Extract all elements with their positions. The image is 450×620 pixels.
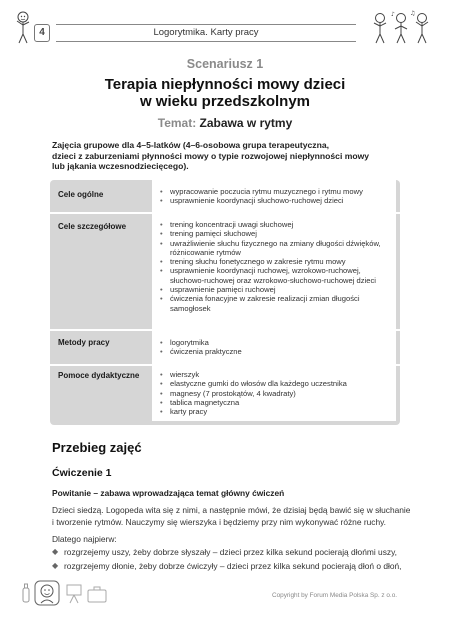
list-item: • ćwiczenia fonacyjne w zakresie realizacji zmian długości samogłosek [160, 294, 392, 313]
list-item: • karty pracy [160, 407, 392, 416]
diamond-bullet-icon: ◆ [52, 547, 59, 556]
row-label: Cele ogólne [58, 190, 104, 199]
svg-text:♫: ♫ [410, 10, 416, 17]
exercise-paragraph-2: Dlatego najpierw: [52, 534, 117, 544]
page-number: 4 [34, 24, 50, 42]
list-item: • usprawnienie koordynacji ruchowej, wzrokowo-ruchowej, słuchowo-ruchowej oraz wzrokowo-słuchowo-ruchowej dzieci [160, 266, 392, 285]
list-item: • tablica magnetyczna [160, 398, 392, 407]
list-item: • usprawnienie koordynacji słuchowo-ruchowej dzieci [160, 196, 392, 205]
title-line-1: Terapia niepłynności mowy dzieci [104, 76, 346, 93]
exercise-paragraph [52, 505, 412, 528]
row-label: Pomoce dydaktyczne [58, 371, 140, 380]
list-item: • trening słuchu fonetycznego w zakresie rytmu mowy [160, 257, 392, 266]
bullet-text: rozgrzejemy dłonie, żeby dobrze ćwiczyły – dzieci przez kilka sekund pocierają dłoń o dłoń, [64, 561, 402, 571]
easel-icon [67, 585, 81, 603]
row-label: Cele szczegółowe [58, 222, 127, 231]
list-item: • uwrażliwienie słuchu fizycznego na zmiany długości dźwięków, różnicowanie rytmów [160, 239, 392, 258]
section-title: Przebieg zajęć [52, 440, 142, 455]
topic-label: Temat: [157, 116, 197, 130]
list-item: • trening pamięci słuchowej [160, 229, 392, 238]
bullet-item [52, 561, 422, 571]
page-header [14, 10, 434, 50]
list-item: • magnesy (7 prostokątów, 4 kwadraty) [160, 389, 392, 398]
copyright-text: Copyright by Forum Media Polska Sp. z o.o. [272, 592, 398, 599]
footer-icons [18, 580, 128, 606]
paragraph-line: i tworzenie rytmów. Nauczymy się wierszyka i będziemy przy nim wykonywać różne ruchy. [52, 516, 387, 527]
row-items [160, 187, 392, 206]
row-label: Metody pracy [58, 338, 110, 347]
list-item: • wypracowanie poczucia rytmu muzycznego i rytmu mowy [160, 187, 392, 196]
diamond-bullet-icon: ◆ [52, 561, 59, 570]
intro-line: Zajęcia grupowe dla 4–5-latków (4–6-osobowa grupa terapeutyczna, [52, 140, 329, 150]
topic-value: Zabawa w rytmy [199, 116, 293, 130]
page-title [60, 76, 390, 110]
scenario-label: Scenariusz 1 [186, 57, 264, 71]
exercise-title: Ćwiczenie 1 [52, 467, 112, 479]
intro-line: dzieci z zaburzeniami płynności mowy o typie rozwojowej niepłynności mowy [52, 150, 370, 161]
list-item: • trening koncentracji uwagi słuchowej [160, 220, 392, 229]
topic-heading [0, 116, 450, 130]
row-items [160, 370, 392, 416]
title-line-2: w wieku przedszkolnym [139, 93, 311, 110]
intro-text [52, 140, 382, 172]
paragraph-line: Dzieci siedzą. Logopeda wita się z nimi, a następnie mówi, że dzisiaj będą bawić się w słuchanie [52, 505, 411, 515]
list-item: • logorytmika [160, 338, 392, 347]
bullet-item [52, 547, 422, 557]
bottle-icon [23, 584, 29, 602]
list-item: • ćwiczenia praktyczne [160, 347, 392, 356]
list-item: • wierszyk [160, 370, 392, 379]
list-item: • usprawnienie pamięci ruchowej [160, 285, 392, 294]
briefcase-icon [88, 587, 106, 602]
exercise-subtitle: Powitanie – zabawa wprowadzająca temat główny ćwiczeń [52, 488, 285, 498]
row-items [160, 220, 392, 313]
running-title: Logorytmika. Karty pracy [56, 24, 356, 42]
row-items [160, 338, 392, 357]
lesson-plan-table [50, 180, 400, 425]
children-drawing-icon [368, 10, 434, 50]
bullet-text: rozgrzejemy uszy, żeby dobrze słyszały – dzieci przez kilka sekund pocierają dłońmi uszy, [64, 547, 397, 557]
child-face-icon [35, 581, 59, 605]
svg-text:♪: ♪ [391, 11, 395, 18]
intro-line: lub jąkania wczesnodziecięcego). [52, 161, 189, 172]
list-item: • elastyczne gumki do włosów dla każdego uczestnika [160, 379, 392, 388]
